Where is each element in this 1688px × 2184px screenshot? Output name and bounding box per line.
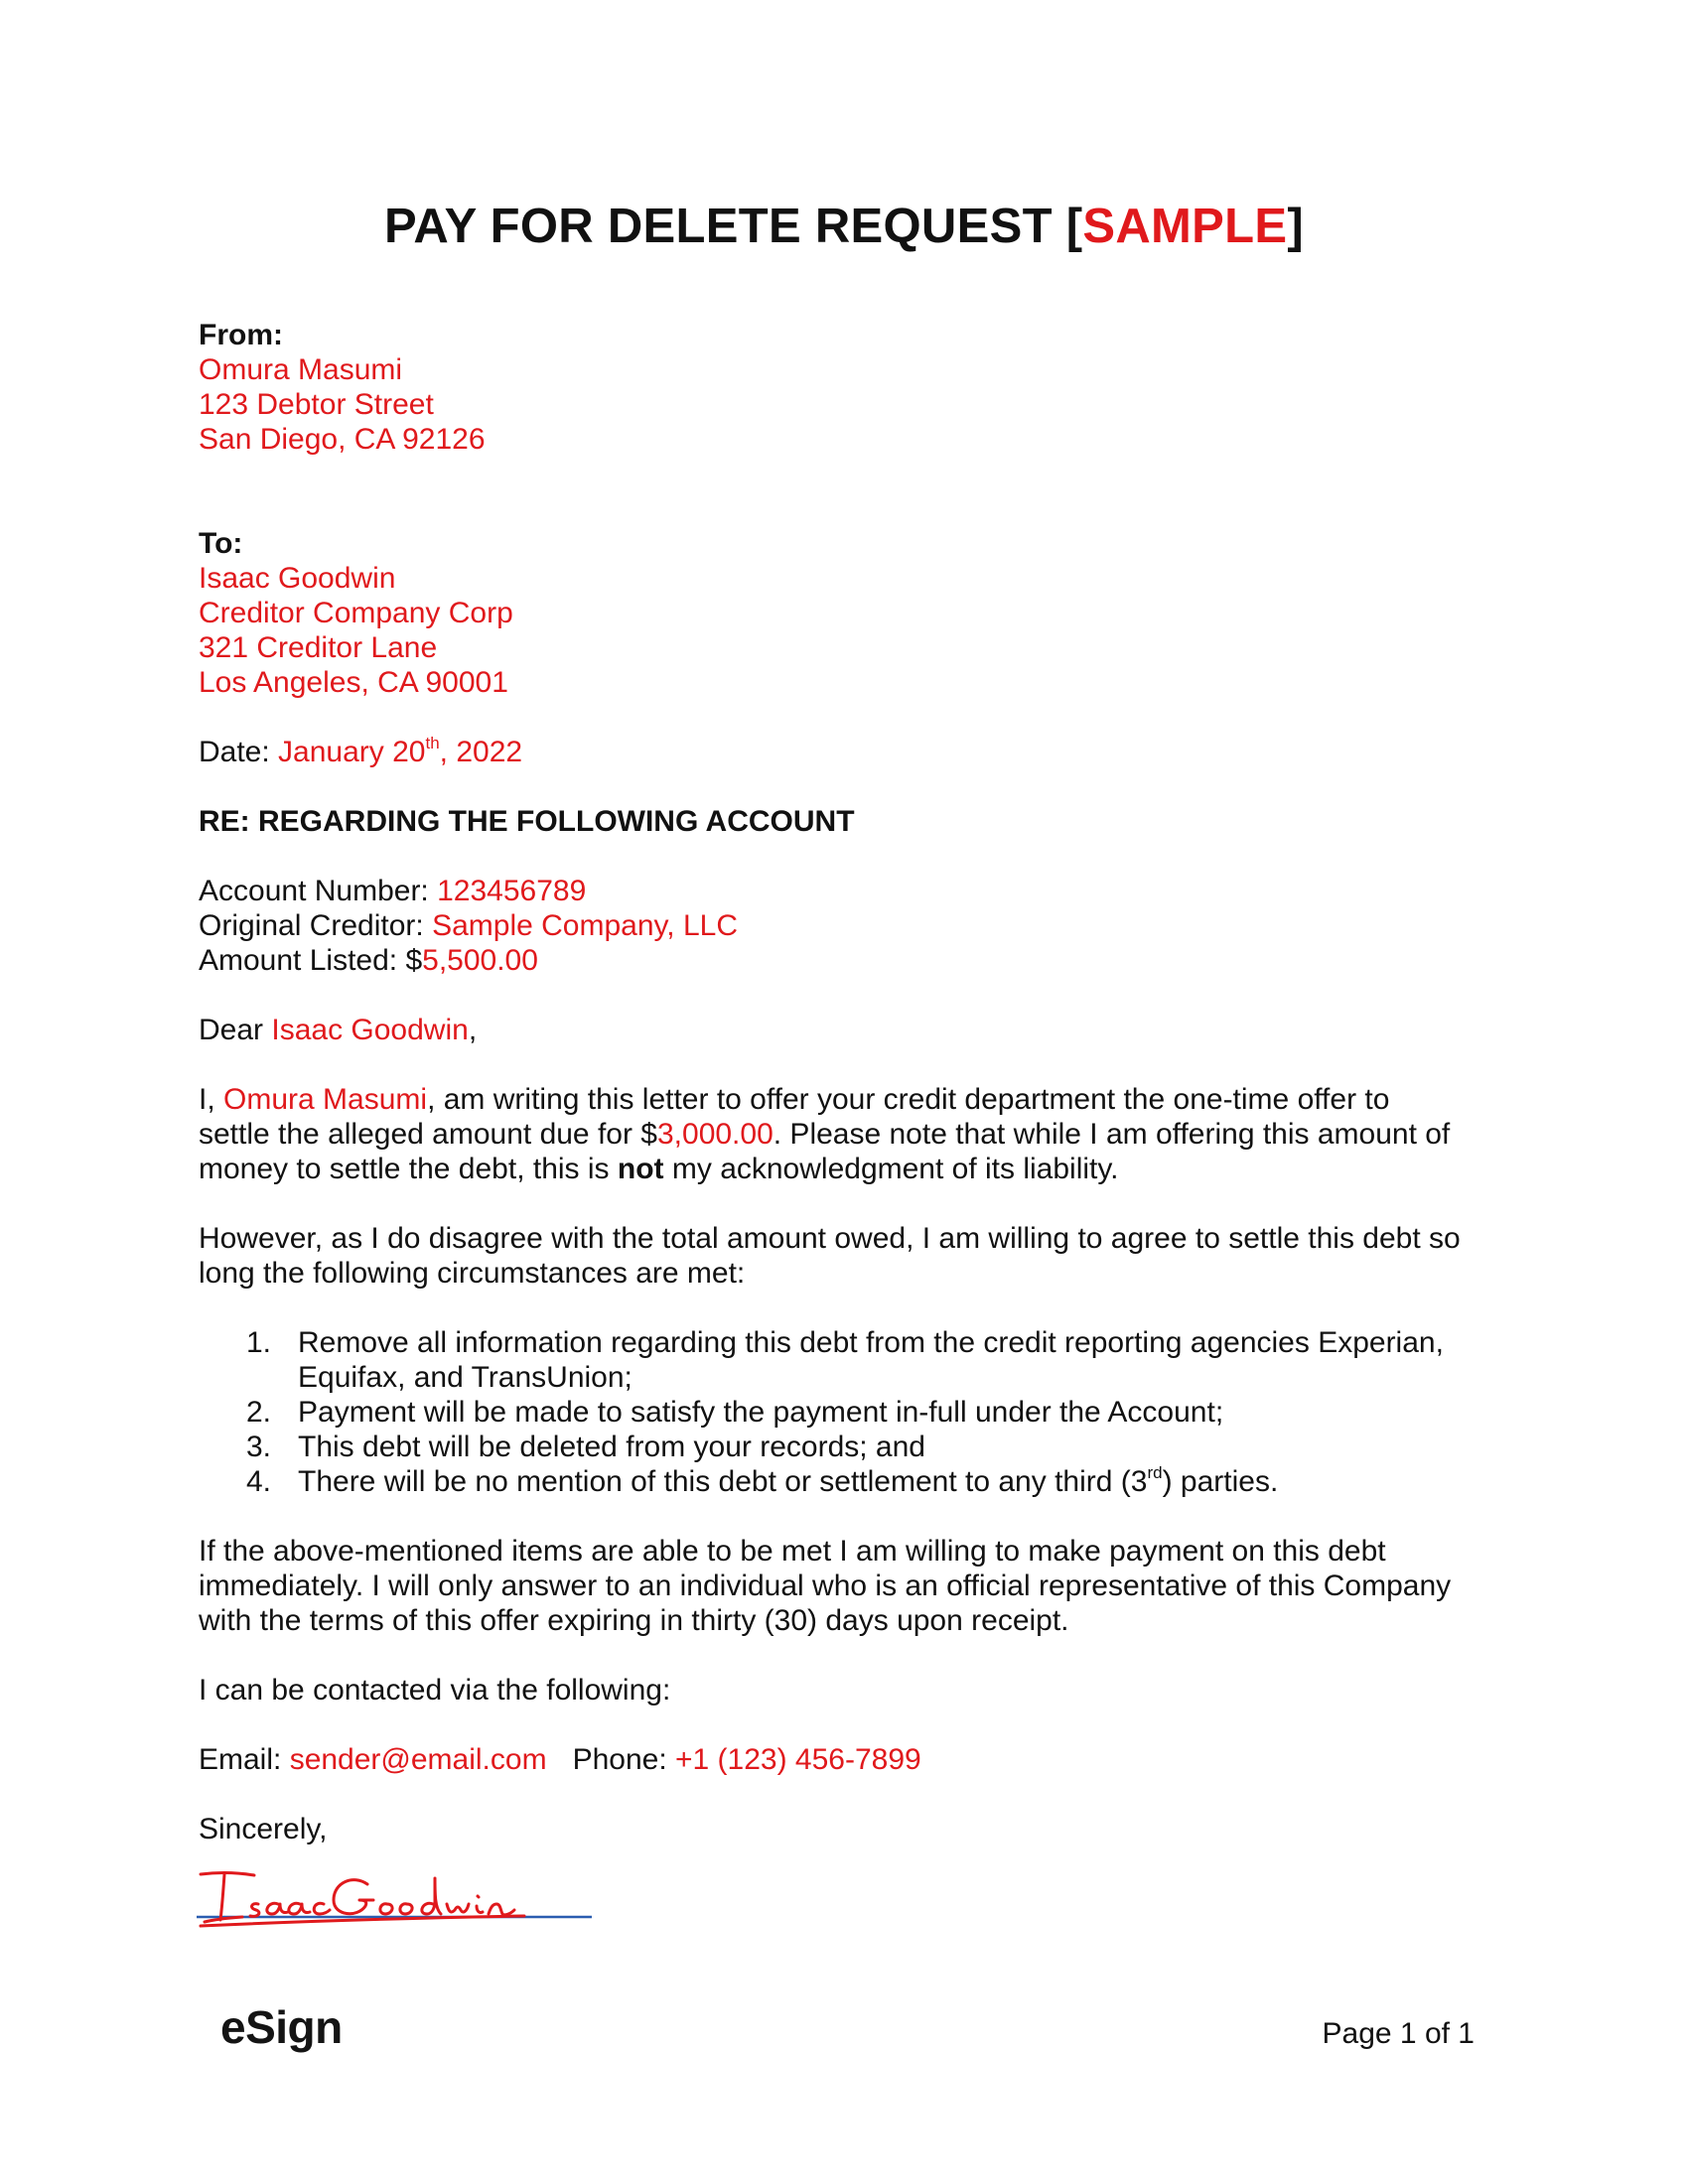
signature: [197, 1866, 594, 1932]
phone-label: Phone:: [572, 1743, 675, 1776]
offer-emphasis: not: [617, 1153, 664, 1185]
to-block: [199, 526, 1489, 700]
salutation-name: Isaac Goodwin: [271, 1014, 469, 1046]
list-item-text-part: There will be no mention of this debt or settlement to any third (3: [298, 1465, 1148, 1498]
list-item-number: 4.: [246, 1465, 272, 1498]
salutation-suffix: ,: [468, 1014, 478, 1046]
terms-line-2: immediately. I will only answer to an individual who is an official representative of this Company: [199, 1570, 1452, 1602]
to-street: 321 Creditor Lane: [199, 631, 438, 664]
to-label: To:: [199, 527, 243, 560]
title-sample-label: SAMPLE: [1082, 200, 1288, 253]
list-item-text: Remove all information regarding this debt from the credit reporting agencies Experian,: [298, 1326, 1444, 1359]
esign-logo: eSign: [220, 2001, 343, 2053]
offer-text-3: settle the alleged amount due for $: [199, 1118, 657, 1151]
offer-paragraph-line-1: [199, 1082, 1489, 1117]
from-name: Omura Masumi: [199, 353, 403, 386]
amount-listed-value: 5,500.00: [422, 944, 538, 977]
account-number-label: Account Number:: [199, 875, 438, 907]
account-number-value: 123456789: [437, 875, 587, 907]
to-name: Isaac Goodwin: [199, 562, 396, 595]
from-city: San Diego, CA 92126: [199, 423, 486, 456]
closing: Sincerely,: [199, 1813, 328, 1845]
list-item-superscript: rd: [1147, 1463, 1163, 1482]
page-title: [0, 197, 1688, 256]
date-label: Date:: [199, 736, 279, 768]
list-item-text: [298, 1464, 1489, 1499]
list-item-text: Payment will be made to satisfy the payment in-full under the Account;: [298, 1396, 1224, 1429]
offer-paragraph-line-2: [199, 1117, 1489, 1152]
account-number-line: [199, 874, 1489, 908]
contact-line: [199, 1742, 1489, 1777]
page-number: Page 1 of 1: [1322, 2017, 1475, 2050]
original-creditor-value: Sample Company, LLC: [432, 909, 739, 942]
list-item: [199, 1464, 1489, 1499]
offer-paragraph: [199, 1082, 1489, 1186]
account-details: [199, 874, 1489, 978]
email-label: Email:: [199, 1743, 290, 1776]
offer-text-2: , am writing this letter to offer your credit department the one-time offer to: [427, 1083, 1390, 1116]
date-month-day: January 20: [278, 736, 426, 768]
list-item-text-end: ) parties.: [1162, 1465, 1279, 1498]
letter-body: [199, 318, 1489, 1846]
date-line: [199, 735, 1489, 769]
contact-intro: I can be contacted via the following:: [199, 1674, 671, 1706]
conditions-intro-paragraph: [199, 1221, 1489, 1291]
terms-line-1: If the above-mentioned items are able to be met I am willing to make payment on this debt: [199, 1535, 1386, 1568]
to-company: Creditor Company Corp: [199, 597, 513, 629]
amount-listed-label: Amount Listed: $: [199, 944, 423, 977]
list-item: [199, 1395, 1489, 1430]
list-item-number: 2.: [246, 1396, 272, 1429]
date-ordinal: th: [425, 734, 440, 752]
date-year: , 2022: [439, 736, 523, 768]
offer-text-4: . Please note that while I am offering this amount of: [773, 1118, 1451, 1151]
from-label: From:: [199, 319, 283, 351]
offer-text-5: money to settle the debt, this is: [199, 1153, 618, 1185]
list-item: [199, 1325, 1489, 1395]
salutation-prefix: Dear: [199, 1014, 272, 1046]
re-heading: RE: REGARDING THE FOLLOWING ACCOUNT: [199, 805, 855, 838]
list-item-text: This debt will be deleted from your records; and: [298, 1431, 925, 1463]
list-item-number: 1.: [246, 1326, 272, 1359]
title-suffix: ]: [1287, 200, 1304, 253]
list-item-number: 3.: [246, 1431, 272, 1463]
offer-sender-name: Omura Masumi: [223, 1083, 428, 1116]
list-item: [199, 1430, 1489, 1464]
terms-line-3: with the terms of this offer expiring in thirty (30) days upon receipt.: [199, 1604, 1069, 1637]
original-creditor-label: Original Creditor:: [199, 909, 433, 942]
conditions-list: [199, 1325, 1489, 1499]
email-value: sender@email.com: [289, 1743, 547, 1776]
conditions-intro-line-1: However, as I do disagree with the total amount owed, I am willing to agree to settle this debt so: [199, 1222, 1461, 1255]
offer-amount: 3,000.00: [656, 1118, 774, 1151]
from-street: 123 Debtor Street: [199, 388, 434, 421]
terms-paragraph: [199, 1534, 1489, 1638]
conditions-intro-line-2: long the following circumstances are met:: [199, 1257, 746, 1290]
list-item-text-continued: Equifax, and TransUnion;: [298, 1361, 633, 1394]
salutation: [199, 1013, 1489, 1047]
offer-paragraph-line-3: [199, 1152, 1489, 1186]
to-city: Los Angeles, CA 90001: [199, 666, 508, 699]
original-creditor-line: [199, 908, 1489, 943]
phone-value: +1 (123) 456-7899: [675, 1743, 921, 1776]
amount-listed-line: [199, 943, 1489, 978]
offer-text-1: I,: [199, 1083, 224, 1116]
from-block: [199, 318, 1489, 457]
title-prefix: PAY FOR DELETE REQUEST [: [384, 200, 1083, 253]
offer-text-6: my acknowledgment of its liability.: [663, 1153, 1119, 1185]
